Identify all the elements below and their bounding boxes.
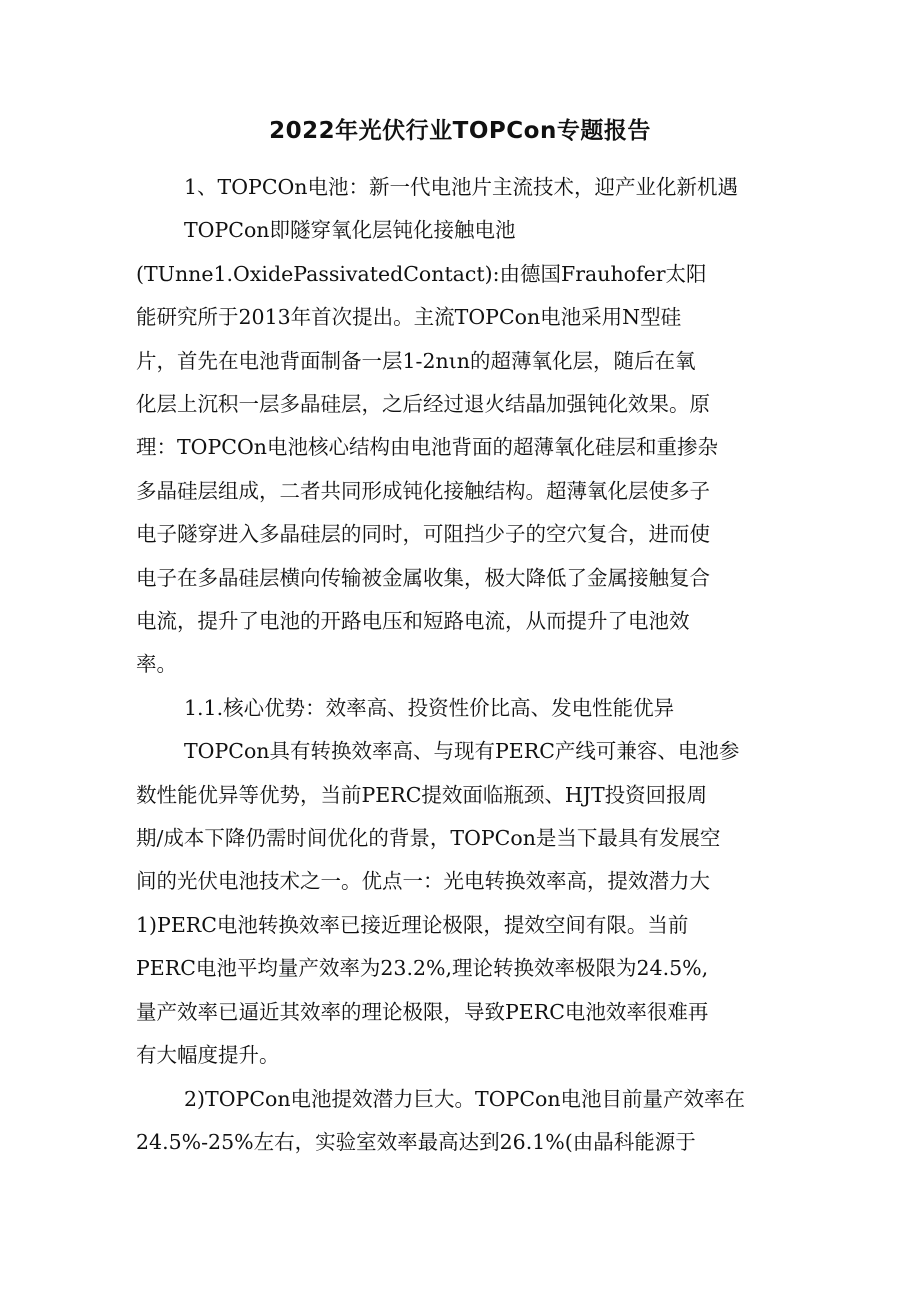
paragraph-line: 间的光伏电池技术之一。优点一：光电转换效率高，提效潜力大 — [136, 869, 710, 893]
paragraph-line: 24.5%-25%左右，实验室效率最高达到26.1%(由晶科能源于 — [136, 1130, 696, 1154]
paragraph-line: 理：TOPCOn电池核心结构由电池背面的超薄氧化硅层和重掺杂 — [136, 435, 718, 459]
paragraph-line: 1)PERC电池转换效率已接近理论极限，提效空间有限。当前 — [136, 913, 689, 937]
section-heading-1-1: 1.1.核心优势：效率高、投资性价比高、发电性能优异 — [184, 696, 675, 720]
paragraph-line: TOPCon具有转换效率高、与现有PERC产线可兼容、电池参 — [184, 739, 740, 763]
paragraph-line: 数性能优异等优势，当前PERC提效面临瓶颈、HJT投资回报周 — [136, 783, 708, 807]
paragraph-line: 有大幅度提升。 — [136, 1043, 280, 1067]
paragraph-line: 期/成本下降仍需时间优化的背景，TOPCon是当下最具有发展空 — [136, 826, 721, 850]
paragraph-line: 能研究所于2013年首次提出。主流TOPCon电池采用N型硅 — [136, 305, 682, 329]
paragraph-line: 电流，提升了电池的开路电压和短路电流，从而提升了电池效 — [136, 609, 690, 633]
document-title: 2022年光伏行业TOPCon专题报告 — [269, 118, 651, 144]
paragraph-line: 电子隧穿进入多晶硅层的同时，可阻挡少子的空穴复合，进而使 — [136, 522, 710, 546]
paragraph-line: 2)TOPCon电池提效潜力巨大。TOPCon电池目前量产效率在 — [184, 1087, 746, 1111]
paragraph-line: 多晶硅层组成，二者共同形成钝化接触结构。超薄氧化层使多子 — [136, 479, 710, 503]
section-heading-1: 1、TOPCOn电池：新一代电池片主流技术，迎产业化新机遇 — [184, 175, 739, 199]
paragraph-line: PERC电池平均量产效率为23.2%,理论转换效率极限为24.5%, — [136, 956, 709, 980]
paragraph-line: 化层上沉积一层多晶硅层，之后经过退火结晶加强钝化效果。原 — [136, 392, 710, 416]
paragraph-line: 率。 — [136, 652, 177, 676]
paragraph-line: TOPCon即隧穿氧化层钝化接触电池 — [184, 218, 516, 242]
paragraph-line: 片，首先在电池背面制备一层1-2nιn的超薄氧化层，随后在氧 — [136, 349, 696, 373]
paragraph-line: (TUnne1.OxidePassivatedContact):由德国Frauhofer太阳 — [136, 262, 707, 286]
paragraph-line: 电子在多晶硅层横向传输被金属收集，极大降低了金属接触复合 — [136, 566, 710, 590]
paragraph-line: 量产效率已逼近其效率的理论极限，导致PERC电池效率很难再 — [136, 1000, 709, 1024]
